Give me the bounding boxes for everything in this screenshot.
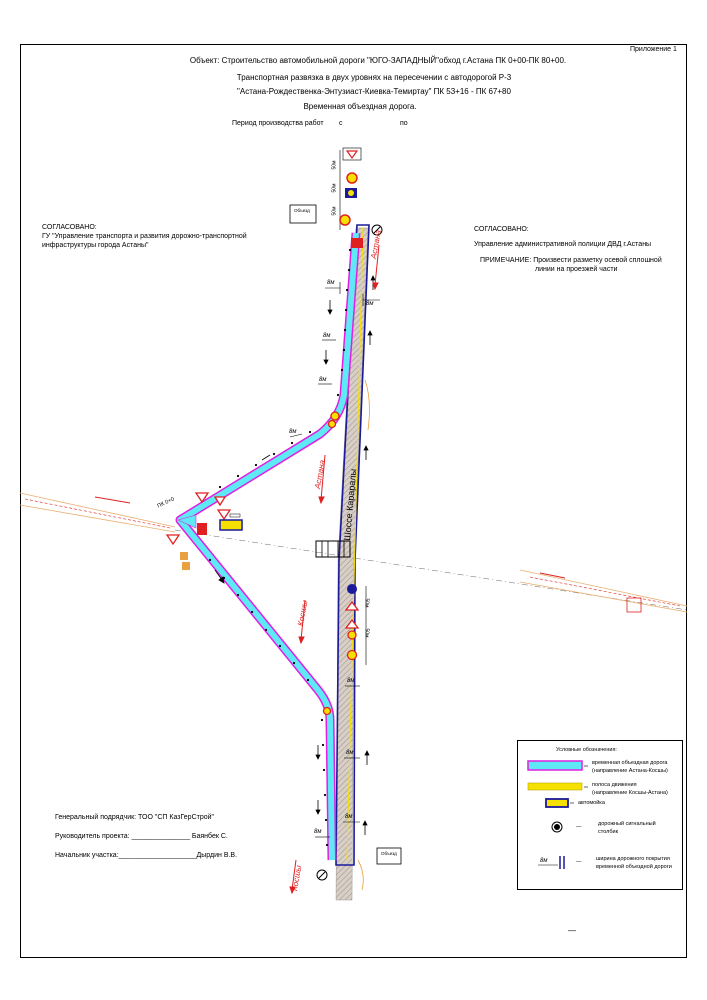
project-manager: Руководитель проекта: _______________ Баянбек С. — [55, 833, 228, 840]
legend-title: Условные обозначения: — [556, 747, 617, 753]
distance-label: 50м — [331, 206, 338, 216]
width-8m: 8м — [366, 301, 374, 307]
footer-dash: — — [568, 926, 576, 935]
width-8m: 8м — [323, 333, 331, 339]
legend-item-1b: (направление Астана-Косшы) — [592, 768, 668, 774]
label-astana-top: Астана — [369, 229, 383, 260]
distance-label: 50м — [331, 160, 338, 170]
legend-item-4a: дорожный сигнальный — [598, 821, 656, 827]
width-8m: 8м — [345, 814, 353, 820]
label-highway: Шоссе Караралы — [342, 468, 359, 541]
period-to: по — [400, 120, 408, 127]
width-8m: 8м — [289, 429, 297, 435]
section-chief: Начальник участка:____________________Дырдин В.В. — [55, 852, 238, 859]
label-kosshy-mid: Косшы — [296, 599, 310, 627]
temporary-detour-road — [178, 233, 359, 860]
legend-item-2a: полоса движения — [592, 782, 637, 788]
detour-sign-text-top: Объезд — [294, 208, 310, 213]
left-approved-line-1: ГУ "Управление транспорта и развития дорожно-транспортной — [42, 233, 247, 240]
distance-label: 50м — [363, 598, 370, 608]
label-astana-mid: Астана — [313, 459, 327, 490]
period-label: Период производства работ — [232, 120, 324, 127]
legend-item-5-dash: — — [576, 859, 582, 865]
ditch-line — [365, 380, 369, 430]
width-8m: 8м — [347, 678, 355, 684]
legend-item-2b: (направление Косшы-Астана) — [592, 790, 668, 796]
width-8m: 8м — [319, 377, 327, 383]
width-8m: 8м — [314, 829, 322, 835]
width-8m: 8м — [327, 280, 335, 286]
period-from: с — [339, 120, 343, 127]
distance-label: 50м — [331, 183, 338, 193]
title-line-2: Транспортная развязка в двух уровнях на пересечении с автодорогой Р-3 — [236, 73, 512, 82]
right-approved-org: Управление административной полиции ДВД г.Астаны — [474, 241, 652, 248]
left-approved-line-2: инфраструктуры города Астаны" — [42, 242, 149, 249]
legend-item-5b: временной объездной дороги — [596, 864, 672, 870]
label-kosshy-bottom: Косшы — [290, 864, 304, 892]
legend-item-4b: столбик — [598, 829, 618, 835]
note-line-2: линии на проезжей части — [535, 266, 618, 273]
width-8m: 8м — [346, 750, 354, 756]
legend-mark: 8м — [540, 858, 548, 864]
note-line-1: ПРИМЕЧАНИЕ: Произвести разметку осевой сплошной — [480, 257, 662, 264]
pk-label: ПК 0+0 — [156, 496, 176, 510]
title-line-3: "Астана-Рождественка-Энтузиаст-Киевка-Темиртау" ПК 53+16 - ПК 67+80 — [237, 87, 511, 96]
title-line-1: Объект: Строительство автомобильной дороги "ЮГО-ЗАПАДНЫЙ"обход г.Астана ПК 0+00-ПК 80+00. — [189, 56, 567, 65]
legend-item-5a: ширина дорожного покрытия — [596, 856, 670, 862]
distance-label: 50м — [363, 628, 370, 638]
detour-sign-text-bottom: Объезд — [381, 851, 397, 856]
legend-item-1a: временная объездная дорога — [592, 760, 668, 766]
right-approved-title: СОГЛАСОВАНО: — [474, 226, 529, 233]
legend — [517, 740, 683, 890]
ditch-line — [358, 860, 363, 890]
title-line-4: Временная объездная дорога. — [303, 102, 417, 111]
contractor: Генеральный подрядчик: ТОО "СП КазГерСтрой" — [55, 814, 215, 821]
legend-item-3: автомойка — [578, 800, 605, 806]
legend-item-3-dash: — — [576, 824, 582, 830]
appendix-label: Приложение 1 — [630, 46, 677, 53]
left-approved-title: СОГЛАСОВАНО: — [42, 224, 97, 231]
